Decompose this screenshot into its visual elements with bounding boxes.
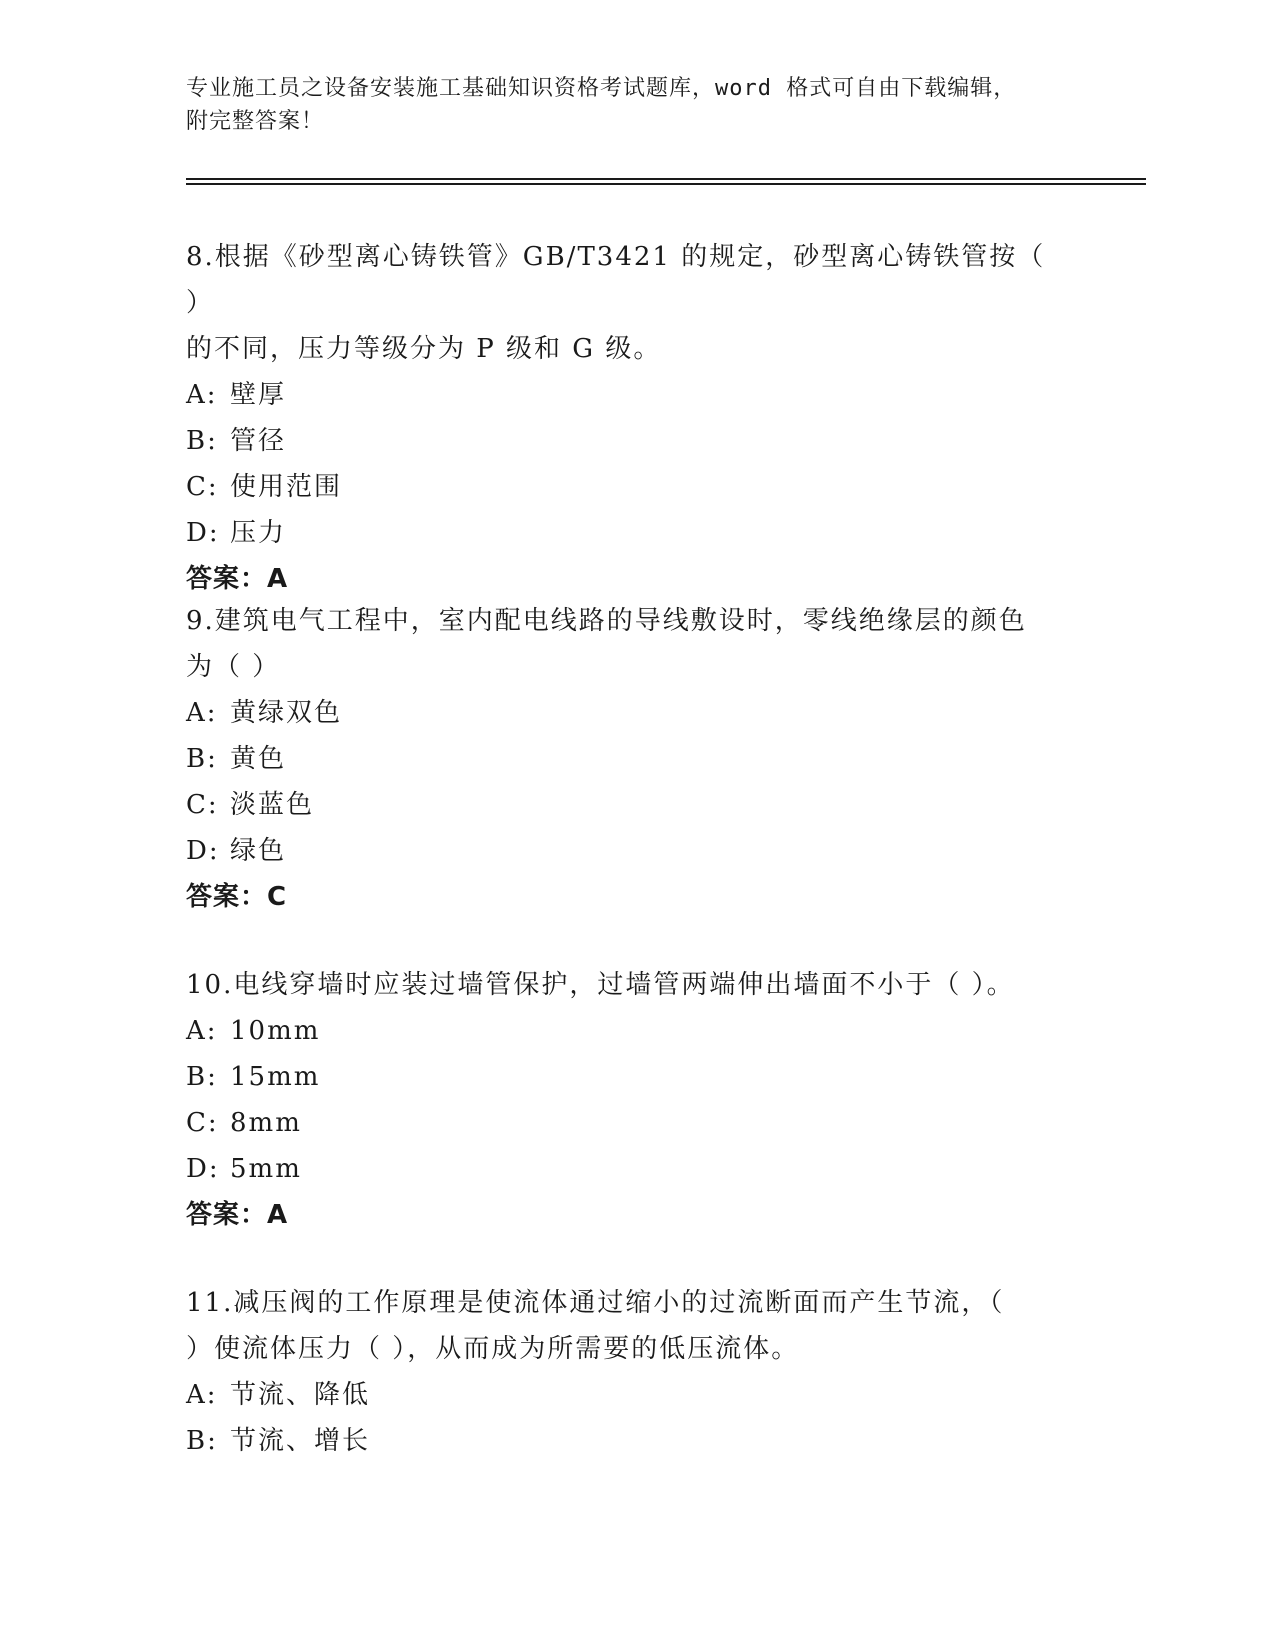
header-divider-top — [186, 178, 1146, 180]
option-key: A: — [186, 1380, 218, 1410]
header-line-1: 专业施工员之设备安装施工基础知识资格考试题库，word 格式可自由下载编辑， — [186, 76, 1017, 101]
header-divider-bottom — [186, 183, 1146, 185]
option-text: 淡蓝色 — [230, 790, 315, 820]
option-text: 5mm — [230, 1154, 302, 1184]
option-key: B: — [186, 744, 218, 774]
option-a — [186, 690, 1066, 736]
option-text: 黄绿双色 — [230, 698, 343, 728]
option-key: A: — [186, 380, 218, 410]
answer-line: 答案：A — [186, 1200, 289, 1230]
option-text: 压力 — [230, 518, 287, 548]
option-text: 绿色 — [230, 836, 287, 866]
option-text: 壁厚 — [230, 380, 287, 410]
question-10 — [186, 962, 1066, 1238]
option-key: C: — [186, 472, 219, 502]
option-key: D: — [186, 836, 220, 866]
option-c — [186, 464, 1066, 510]
option-a — [186, 1008, 1066, 1054]
question-stem-line: 为（ ） — [186, 652, 281, 682]
option-text: 黄色 — [230, 744, 287, 774]
option-a — [186, 1372, 1066, 1418]
option-b — [186, 1418, 1066, 1464]
option-key: D: — [186, 1154, 220, 1184]
option-text: 15mm — [230, 1062, 321, 1092]
option-d — [186, 828, 1066, 874]
option-text: 节流、增长 — [230, 1426, 371, 1456]
option-d — [186, 510, 1066, 556]
question-11 — [186, 1280, 1066, 1464]
question-stem-line: 的不同，压力等级分为 P 级和 G 级。 — [186, 334, 662, 364]
option-c — [186, 782, 1066, 828]
option-key: D: — [186, 518, 220, 548]
question-stem-line: 9.建筑电气工程中，室内配电线路的导线敷设时，零线绝缘层的颜色 — [186, 606, 1027, 636]
question-9 — [186, 598, 1066, 920]
question-8 — [186, 234, 1066, 602]
option-a — [186, 372, 1066, 418]
question-stem-line: 10.电线穿墙时应装过墙管保护，过墙管两端伸出墙面不小于（ ）。 — [186, 970, 1015, 1000]
option-b — [186, 736, 1066, 782]
option-text: 10mm — [230, 1016, 321, 1046]
header-line-2: 附完整答案！ — [186, 109, 325, 134]
option-c — [186, 1100, 1066, 1146]
option-key: B: — [186, 1426, 218, 1456]
question-stem-line: ）使流体压力（ ），从而成为所需要的低压流体。 — [186, 1334, 800, 1364]
document-header — [186, 72, 1086, 138]
option-b — [186, 1054, 1066, 1100]
answer-line: 答案：A — [186, 564, 289, 594]
option-text: 8mm — [230, 1108, 302, 1138]
question-stem-line: 11.减压阀的工作原理是使流体通过缩小的过流断面而产生节流，（ — [186, 1288, 1005, 1318]
option-key: B: — [186, 1062, 218, 1092]
option-text: 节流、降低 — [230, 1380, 371, 1410]
question-stem-line: 8.根据《砂型离心铸铁管》GB/T3421 的规定，砂型离心铸铁管按（ ） — [186, 242, 1046, 318]
option-text: 管径 — [230, 426, 287, 456]
option-d — [186, 1146, 1066, 1192]
option-text: 使用范围 — [230, 472, 343, 502]
option-key: A: — [186, 1016, 218, 1046]
option-key: C: — [186, 790, 219, 820]
option-key: C: — [186, 1108, 219, 1138]
option-key: B: — [186, 426, 218, 456]
option-key: A: — [186, 698, 218, 728]
answer-line: 答案：C — [186, 882, 288, 912]
option-b — [186, 418, 1066, 464]
